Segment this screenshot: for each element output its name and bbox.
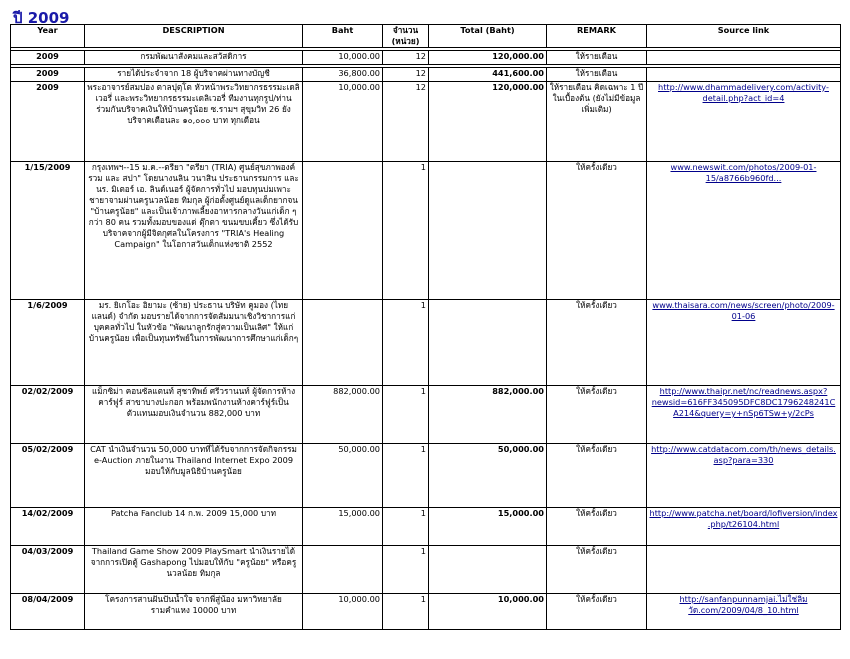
source-link[interactable]: http://www.catdatacom.com/th/news_details.asp?para=330 (651, 444, 836, 465)
cell-remark: ให้ครั้งเดียว (547, 300, 647, 386)
source-link[interactable]: http://www.patcha.net/board/lofiversion/index.php/t26104.html (649, 508, 838, 529)
cell-baht: 36,800.00 (303, 68, 383, 82)
header-qty: จำนวน (หน่วย) (383, 25, 429, 48)
cell-description: มร. ยิเกโอะ อิยามะ (ซ้าย) ประธาน บริษัท คูมอง (ไทยแลนด์) จำกัด มอบรายได้จากการจัดสัมมนาเชิงวิชาการแก่บุคคลทั่วไป ในหัวข้อ "พัฒนาลูกรักสู่ความเป็นเลิศ" ให้แก่บ้านครูน้อย เพื่อเป็นทุนทรัพย์ในการพัฒนาการศึกษาแก่เด็กๆ (85, 300, 303, 386)
cell-qty: 1 (383, 300, 429, 386)
cell-source (647, 386, 841, 444)
cell-remark: ให้ครั้งเดียว (547, 386, 647, 444)
cell-remark: ให้ครั้งเดียว (547, 162, 647, 300)
table-row (11, 162, 841, 300)
header-source: Source link (647, 25, 841, 48)
cell-source (647, 51, 841, 65)
cell-description: CAT นำเงินจำนวน 50,000 บาทที่ได้รับจากการจัดกิจกรรม e-Auction ภายในงาน Thailand Internet Expo 2009 มอบให้กับมูลนิธิบ้านครูน้อย (85, 444, 303, 508)
cell-qty: 1 (383, 508, 429, 546)
cell-description: แม็กซิม่า คอนซัลแตนท์ สุชาทิพย์ ศรีวรานนท์ ผู้จัดการห้างคาร์ฟูร์ สาขาบางปะกอก พร้อมพนักงานห้างคาร์ฟูร์เป็นตัวแทนมอบเงินจำนวน 882,000 บาท (85, 386, 303, 444)
cell-year: 05/02/2009 (11, 444, 85, 508)
cell-baht (303, 546, 383, 594)
cell-source (647, 68, 841, 82)
cell-baht: 10,000.00 (303, 82, 383, 162)
cell-baht (303, 162, 383, 300)
cell-year: 2009 (11, 51, 85, 65)
source-link[interactable]: http://www.thaipr.net/nc/readnews.aspx?newsid=616FF345095DFC8DC1796248241CA214&query=y+nSp6TSw+y/2cPs (651, 386, 836, 418)
cell-year: 2009 (11, 68, 85, 82)
cell-description: รายได้ประจำจาก 18 ผู้บริจาคผ่านทางบัญชี (85, 68, 303, 82)
cell-baht: 15,000.00 (303, 508, 383, 546)
cell-source (647, 82, 841, 162)
header-year: Year (11, 25, 85, 48)
cell-total: 441,600.00 (429, 68, 547, 82)
cell-description: โครงการสานฝันปันน้ำใจ จากพี่สู่น้อง มหาวิทยาลัยรามคำแหง 10000 บาท (85, 594, 303, 630)
cell-year: 14/02/2009 (11, 508, 85, 546)
cell-total: 882,000.00 (429, 386, 547, 444)
cell-description: กรมพัฒนาสังคมและสวัสดิการ (85, 51, 303, 65)
cell-year: 1/6/2009 (11, 300, 85, 386)
cell-total (429, 162, 547, 300)
header-baht: Baht (303, 25, 383, 48)
cell-source (647, 594, 841, 630)
cell-year: 08/04/2009 (11, 594, 85, 630)
cell-total (429, 546, 547, 594)
donation-table (10, 24, 841, 630)
cell-source (647, 546, 841, 594)
cell-year: 2009 (11, 82, 85, 162)
cell-baht: 10,000.00 (303, 51, 383, 65)
cell-total: 120,000.00 (429, 82, 547, 162)
cell-qty: 1 (383, 546, 429, 594)
cell-description: กรุงเทพฯ--15 ม.ค.--ตรียา "ตรียา (TRIA) ศูนย์สุขภาพองค์รวม และ สปา" โดยนางนลิน วนาสิน ประธานกรรมการ และ นร. มิเตอร์ เอ. ลินด์เนอร์ ผู้จัดการทั่วไป มอบทุนบ่มเพาะ ชายาจามผ่านครูนวลน้อย ทิมกุล ผู้ก่อตั้งศูนย์ดูแลเด็กยากจน "บ้านครูน้อย" และเป็นเจ้าภาพเลี้ยงอาหารกลางวันแก่เด็ก ๆกว่า 80 คน รวมทั้งมอบของแด่ ตุ๊กตา ขนมขบเคี้ยว ซึ่งได้รับบริจาคจากผู้มีจิตกุศลในโครงการ "TRIA's Healing Campaign" ในโอกาสวันเด็กแห่งชาติ 2552 (85, 162, 303, 300)
cell-qty: 1 (383, 444, 429, 508)
source-link[interactable]: http://sanfanpunnamjai.ไม่ใช่ลิ่มวัด.com/2009/04/8_10.html (679, 594, 808, 615)
cell-source (647, 162, 841, 300)
cell-source (647, 508, 841, 546)
cell-total: 120,000.00 (429, 51, 547, 65)
cell-year: 1/15/2009 (11, 162, 85, 300)
table-row (11, 82, 841, 162)
cell-qty: 1 (383, 386, 429, 444)
cell-source (647, 444, 841, 508)
cell-remark: ให้รายเดือน (547, 68, 647, 82)
cell-remark: ให้รายเดือน (547, 51, 647, 65)
cell-description: พระอาจารย์สมปอง ตาลปุตฺโต หัวหน้าพระวิทยากรธรรมะเดลิเวอรี่ และพระวิทยากรธรรมะเดลิเวอรี่ ทีมงานทุกรูป/ท่าน ร่วมกันบริจาคเงินให้บ้านครูน้อย ซ.รามฯ สุขุมวิท 26 ยังบริจาคเดือนละ ๑๐,๐๐๐ บาท ทุกเดือน (85, 82, 303, 162)
header-total: Total (Baht) (429, 25, 547, 48)
cell-qty: 12 (383, 51, 429, 65)
cell-description: Patcha Fanclub 14 ก.พ. 2009 15,000 บาท (85, 508, 303, 546)
cell-source (647, 300, 841, 386)
cell-baht (303, 300, 383, 386)
cell-qty: 12 (383, 68, 429, 82)
cell-qty: 1 (383, 162, 429, 300)
cell-total: 10,000.00 (429, 594, 547, 630)
cell-year: 02/02/2009 (11, 386, 85, 444)
cell-remark: ให้ครั้งเดียว (547, 508, 647, 546)
table-row (11, 51, 841, 65)
source-link[interactable]: http://www.dhammadelivery.com/activity-detail.php?act_id=4 (658, 82, 829, 103)
source-link[interactable]: www.newswit.com/photos/2009-01-15/a8766b960fd... (670, 162, 817, 183)
cell-qty: 1 (383, 594, 429, 630)
page-title: ปี 2009 (13, 9, 70, 27)
cell-remark: ให้ครั้งเดียว (547, 594, 647, 630)
source-link[interactable]: www.thaisara.com/news/screen/photo/2009-01-06 (652, 300, 835, 321)
header-row (11, 25, 841, 48)
cell-year: 04/03/2009 (11, 546, 85, 594)
table-row (11, 546, 841, 594)
cell-remark: ให้รายเดือน คิดเฉพาะ 1 ปีในเบื้องต้น (ยังไม่มีข้อมูลเพิ่มเติม) (547, 82, 647, 162)
table-row (11, 508, 841, 546)
cell-remark: ให้ครั้งเดียว (547, 546, 647, 594)
table-row (11, 300, 841, 386)
table-row (11, 386, 841, 444)
cell-remark: ให้ครั้งเดียว (547, 444, 647, 508)
cell-qty: 12 (383, 82, 429, 162)
cell-baht: 882,000.00 (303, 386, 383, 444)
cell-baht: 50,000.00 (303, 444, 383, 508)
header-description: DESCRIPTION (85, 25, 303, 48)
cell-total: 15,000.00 (429, 508, 547, 546)
cell-total (429, 300, 547, 386)
cell-total: 50,000.00 (429, 444, 547, 508)
cell-baht: 10,000.00 (303, 594, 383, 630)
cell-description: Thailand Game Show 2009 PlaySmart นำเงินรายได้จากการเปิดตู้ Gashapong ไปมอบให้กับ "ครูน้อย" หรือครูนวลน้อย ทิมกุล (85, 546, 303, 594)
table-row (11, 594, 841, 630)
table-row (11, 68, 841, 82)
table-row (11, 444, 841, 508)
header-remark: REMARK (547, 25, 647, 48)
